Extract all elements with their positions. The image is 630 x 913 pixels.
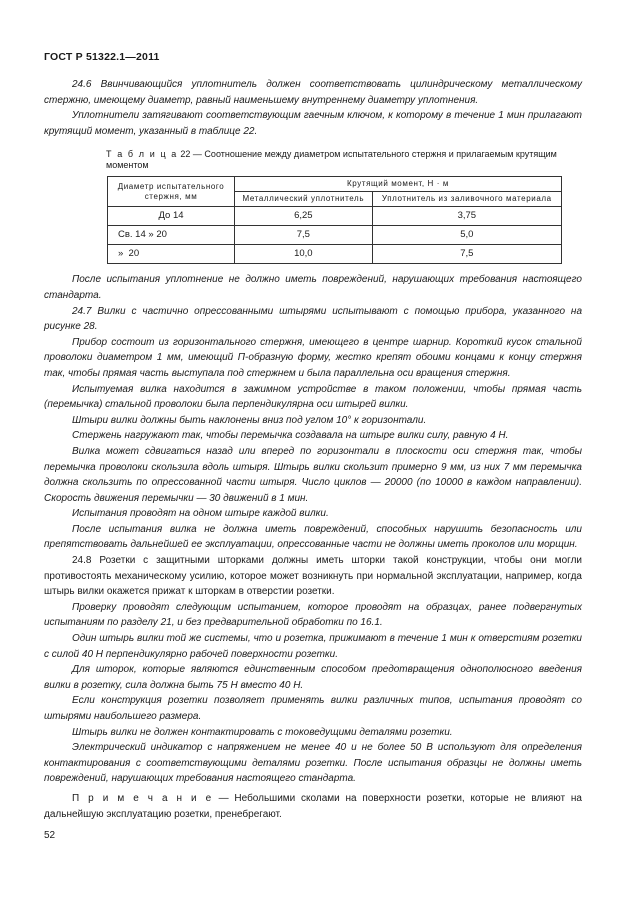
col-header-compound: Уплотнитель из заливочного материала: [372, 192, 561, 207]
paragraph-24-6: 24.6 Ввинчивающийся уплотнитель должен соответствовать цилиндрическому металлическому стержню, имеющему диаметр, равный наименьшему внутреннему диаметру уплотнения.: [44, 79, 582, 106]
col-header-torque: Крутящий момент, Н · м: [235, 177, 562, 192]
paragraph: Электрический индикатор с напряжением не менее 40 и не более 50 В используют для определения контактирования с соответствующими деталями розетки. После испытания образцы не должны иметь повреждений, нарушающих требования настоящего стандарта.: [44, 742, 582, 785]
note: [44, 791, 582, 822]
table-caption-prefix: Т а б л и ц а: [106, 149, 178, 160]
table-row: [108, 226, 562, 245]
document-body: [44, 77, 582, 822]
torque-table: [107, 176, 562, 264]
cell-compound: 5,0: [372, 226, 561, 245]
paragraph: После испытания уплотнение не должно иметь повреждений, нарушающих требования настоящего стандарта.: [44, 274, 582, 301]
cell-compound: 7,5: [372, 245, 561, 264]
page-number: 52: [44, 830, 56, 841]
cell-metal: 6,25: [235, 207, 373, 226]
cell-metal: 10,0: [235, 245, 373, 264]
paragraph: Проверку проводят следующим испытанием, которое проводят на образцах, ранее подвергнутых испытаниям по разделу 21, и без предварительной обработки по 16.1.: [44, 601, 582, 629]
paragraph: Если конструкция розетки позволяет применять вилки различных типов, испытания проводят со штырями наибольшего размера.: [44, 695, 582, 722]
paragraph-24-7: 24.7 Вилки с частично опрессованными штырями испытывают с помощью прибора, указанного на рисунке 28.: [44, 305, 582, 333]
table-row: [108, 245, 562, 264]
paragraph-24-8: 24.8 Розетки с защитными шторками должны иметь шторки такой конструкции, чтобы они могли противостоять механическому усилию, которое может возникнуть при нормальной эксплуатации, например, когда штырь вилки окажется прижат к шторкам в отверстии розетки.: [44, 555, 582, 598]
paragraph: Испытания проводят на одном штыре каждой вилки.: [72, 508, 329, 520]
paragraph: Вилка может сдвигаться назад или вперед по горизонтали в плоскости оси стержня так, чтобы перемычка проволоки скользила вдоль штыря. Штырь вилки скользит примерно 9 мм, из них 7 мм перемычка должна скользить по опрессованной части штыря. Число циклов — 20000 (по 10000 в каждом направлении). Скорость движения перемычки — 30 движений в 1 мин.: [44, 445, 582, 504]
paragraph: Для шторок, которые являются единственным способом предотвращения однополюсного введения вилки в розетку, сила должна быть 75 Н вместо 40 Н.: [44, 664, 582, 691]
cell-diameter: До 14: [108, 207, 235, 226]
cell-diameter: Св. 14 » 20: [108, 226, 235, 245]
paragraph: Стержень нагружают так, чтобы перемычка создавала на штыре вилки силу, равную 4 Н.: [72, 430, 509, 442]
paragraph: Штырь вилки не должен контактировать с токоведущими деталями розетки.: [72, 726, 453, 738]
paragraph: Испытуемая вилка находится в зажимном устройстве в таком положении, чтобы прямая часть (перемычка) стальной проволоки была перпендикулярна оси штырей вилки.: [44, 383, 582, 411]
paragraph-torque: Уплотнители затягивают соответствующим гаечным ключом, к которому в течение 1 мин прилагают крутящий момент, указанный в таблице 22.: [44, 110, 582, 137]
note-text: — Небольшими сколами на поверхности розетки, которые не влияют на дальнейшую эксплуатацию розетки, пренебрегают.: [44, 792, 582, 820]
cell-diameter: » 20: [108, 245, 235, 264]
table-caption: [44, 149, 582, 171]
paragraph: После испытания вилка не должна иметь повреждений, способных нарушить безопасность или препятствовать дальнейшей ее эксплуатации, опрессованные части не должны иметь проколов или морщин.: [44, 523, 582, 551]
paragraph: Прибор состоит из горизонтального стержня, имеющего в центре шарнир. Короткий кусок стальной проволоки диаметром 1 мм, имеющий П-образную форму, жестко крепят обоими концами к концу стержня так, чтобы прямая часть выступала под стержнем и была параллельна оси вращения стержня.: [44, 336, 582, 379]
paragraph: Штыри вилки должны быть наклонены вниз под углом 10° к горизонтали.: [72, 414, 427, 426]
col-header-diameter: Диаметр испытательного стержня, мм: [108, 177, 235, 207]
cell-compound: 3,75: [372, 207, 561, 226]
table-row: [108, 207, 562, 226]
table-caption-text: 22 — Соотношение между диаметром испытательного стержня и прилагаемым крутящим моментом: [106, 149, 557, 171]
col-header-metal: Металлический уплотнитель: [235, 192, 373, 207]
document-header: ГОСТ Р 51322.1—2011: [44, 51, 160, 63]
cell-metal: 7,5: [235, 226, 373, 245]
note-label: П р и м е ч а н и е: [72, 792, 213, 804]
paragraph: Один штырь вилки той же системы, что и розетка, прижимают в течение 1 мин к отверстиям розетки с силой 40 Н перпендикулярно рабочей поверхности розетки.: [44, 633, 582, 660]
